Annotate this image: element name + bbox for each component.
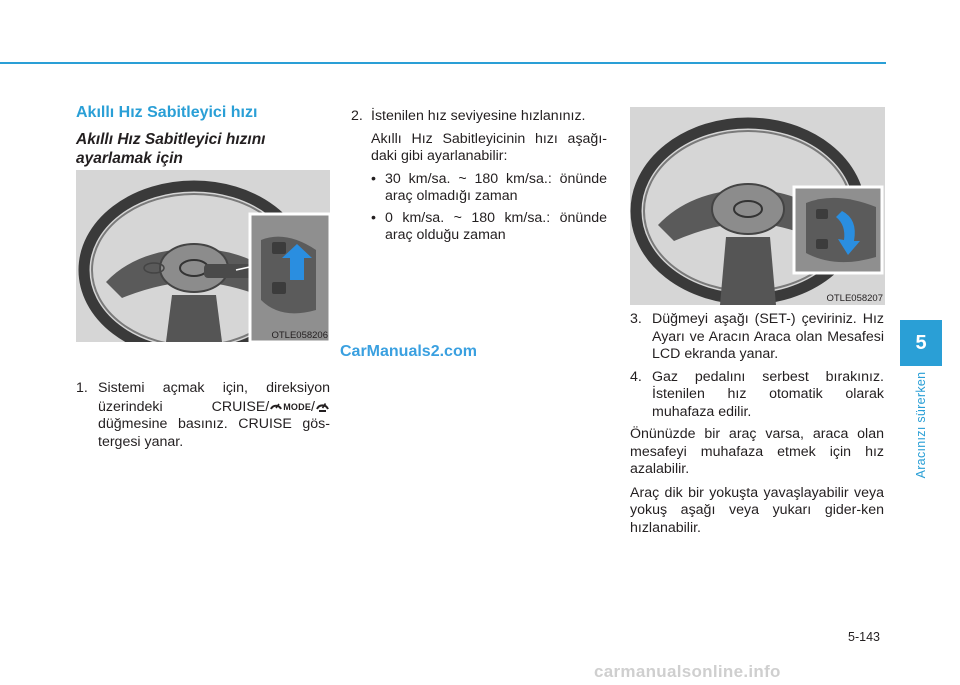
section-title: Akıllı Hız Sabitleyici hızı	[76, 104, 258, 121]
step-number: 4.	[630, 368, 642, 385]
chapter-label: Aracınızı sürerken	[914, 371, 928, 479]
paragraph: Araç dik bir yokuşta yavaşlayabilir veya yokuş aşağı veya yukarı gider-ken hızlanabilir.	[630, 484, 884, 536]
bullet-list	[351, 171, 607, 245]
list-item	[351, 108, 607, 126]
steering-wheel-illustration	[630, 107, 885, 305]
cruise-speedometer-icon	[269, 399, 283, 413]
steps-3-4	[630, 311, 884, 543]
list-item	[630, 369, 884, 422]
step-text-end: düğmesine basınız. CRUISE gös-tergesi yanar.	[98, 416, 330, 450]
step-text: Sistemi açmak için, direksiyon üzerindeki CRUISE/	[98, 380, 330, 415]
figure-steering-wheel-set-up	[76, 170, 330, 342]
step-number: 1.	[76, 380, 88, 396]
mode-label: MODE	[283, 401, 312, 412]
header-rule	[0, 62, 886, 64]
bullet-icon: •	[371, 209, 376, 226]
figure-steering-wheel-set-down	[630, 107, 885, 305]
chapter-tab: 5	[900, 320, 942, 366]
step-2	[351, 108, 607, 249]
bullet-icon: •	[371, 170, 376, 187]
bullet-text: 0 km/sa. ~ 180 km/sa.: önünde araç olduğu zaman	[385, 209, 607, 243]
step-text: İstenilen hız seviyesine hızlanınız.	[371, 108, 586, 124]
step-number: 2.	[351, 108, 363, 124]
paragraph: Önünüzde bir araç varsa, araca olan mesafeyi muhafaza etmek için hız azalabilir.	[630, 426, 884, 477]
watermark-text: CarManuals2.com	[340, 343, 477, 360]
list-item	[371, 171, 607, 206]
steering-wheel-illustration	[76, 170, 330, 342]
list-item	[630, 311, 884, 364]
bullet-text: 30 km/sa. ~ 180 km/sa.: önünde araç olmadığı zaman	[385, 170, 607, 204]
figure-caption: OTLE058206	[271, 330, 328, 341]
section-subtitle: Akıllı Hız Sabitleyici hızını ayarlamak için	[76, 131, 266, 167]
step-number: 3.	[630, 311, 642, 327]
list-item	[371, 210, 607, 245]
step-text: Gaz pedalını serbest bırakınız. İstenilen hız otomatik olarak muhafaza edilir.	[652, 368, 884, 420]
figure-caption: OTLE058207	[826, 293, 883, 304]
smart-cruise-icon	[315, 398, 330, 413]
step-text: Düğmeyi aşağı (SET-) çeviriniz. Hız Ayarı ve Aracın Araca olan Mesafesi LCD ekranda yanar.	[652, 311, 884, 362]
footer-watermark: carmanualsonline.info	[594, 662, 781, 681]
step-1	[76, 380, 330, 456]
step-text-slash: /	[311, 398, 315, 415]
step-2-intro: Akıllı Hız Sabitleyicinin hızı aşağı-daki gibi ayarlanabilir:	[371, 130, 607, 164]
page-number: 5-143	[848, 630, 880, 644]
list-item	[76, 380, 330, 451]
